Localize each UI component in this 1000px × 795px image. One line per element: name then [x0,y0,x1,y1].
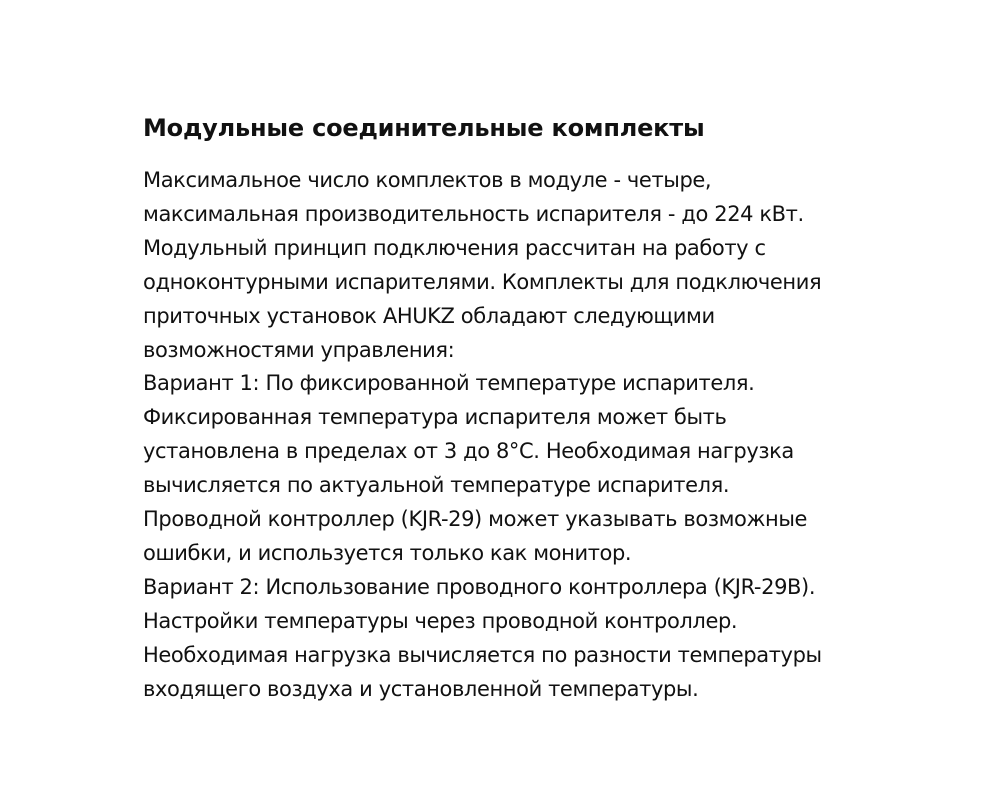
body-line: Фиксированная температура испарителя может быть [143,405,727,430]
body-line: Вариант 1: По фиксированной температуре испарителя. [143,371,755,396]
body-line: одноконтурными испарителями. Комплекты для подключения [143,269,822,294]
body-line: возможностями управления: [143,337,455,362]
document-body [143,164,903,707]
body-line: Максимальное число комплектов в модуле - четыре, [143,168,712,192]
document-title: Модульные соединительные комплекты [143,114,705,142]
body-line: Вариант 2: Использование проводного контроллера (KJR-29B). [143,574,816,599]
body-line: Проводной контроллер (KJR-29) может указывать возможные [143,507,808,532]
body-line: входящего воздуха и установленной температуры. [143,676,699,701]
body-line: ошибки, и используется только как монитор. [143,540,632,565]
body-line: Необходимая нагрузка вычисляется по разности температуры [143,642,822,667]
body-line: максимальная производительность испарителя - до 224 кВт. [143,201,804,226]
body-line: приточных установок AHUKZ обладают следующими [143,303,715,328]
body-line: Модульный принцип подключения рассчитан на работу с [143,235,766,260]
body-line: Настройки температуры через проводной контроллер. [143,608,738,633]
body-line: вычисляется по актуальной температуре испарителя. [143,473,730,498]
body-line: установлена в пределах от 3 до 8°С. Необходимая нагрузка [143,439,794,464]
